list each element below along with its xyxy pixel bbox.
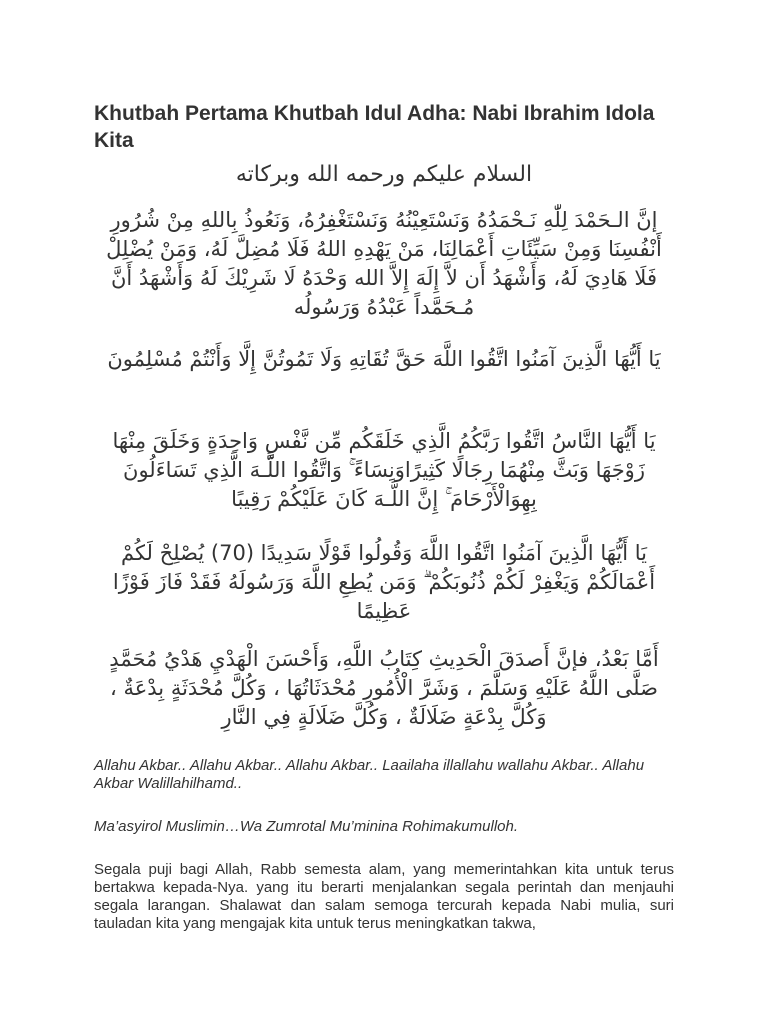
document-title: Khutbah Pertama Khutbah Idul Adha: Nabi Ibrahim Idola Kita (94, 102, 655, 152)
arabic-opening-praise: إنَّ الـحَمْدَ لِلّٰهِ نَـحْمَدُهُ وَنَسْتَعِيْنُهُ وَنَسْتَغْفِرُهُ، وَنَعُوذُ بِاللهِ مِنْ شُرُورِ أَنْفُسِنَا وَمِنْ سَيِّئَاتِ أَعْمَالِنَا، مَنْ يَهْدِهِ اللهُ فَلَا مُضِلَّ لَهُ، وَمَنْ يُضْلِلْ فَلَا هَادِيَ لَهُ، وَأَشْهَدُ أَن لاَّ إِلَهَ إِلاَّ الله وَحْدَهُ لَا شَرِيْكَ لَهُ وَأَشْهَدُ أَنَّ مُـحَمَّداً عَبْدُهُ وَرَسُولُه (106, 208, 662, 319)
takbir-text: Allahu Akbar.. Allahu Akbar.. Allahu Akbar.. Laailaha illallahu wallahu Akbar.. Allahu Akbar Walillahilhamd.. (94, 757, 645, 792)
arabic-verse-an-nisa: يَا أَيُّهَا النَّاسُ اتَّقُوا رَبَّكُمُ الَّذِي خَلَقَكُم مِّن نَّفْسٍ وَاحِدَةٍ وَخَلَقَ مِنْهَا زَوْجَهَا وَبَثَّ مِنْهُمَا رِجَالًا كَثِيرًاوَنِسَاءً ۚ وَاتَّقُوا اللَّـهَ الَّذِي تَسَاءَلُونَ بِهِوَالْأَرْحَامَ ۚ إِنَّ اللَّـهَ كَانَ عَلَيْكُمْ رَقِيبًا (112, 429, 656, 511)
greeting-text: Ma’asyirol Muslimin…Wa Zumrotal Mu’minina Rohimakumulloh. (94, 818, 519, 835)
arabic-amma-badu: أَمَّا بَعْدُ، فإنَّ أَصدَقَ الْحَدِيثِ كِتَابُ اللَّهِ، وَأَحْسَنَ الْهَدْيِ هَدْيُ مُحَمَّدٍ صَلَّى اللَّهُ عَلَيْهِ وَسَلَّمَ ، وَشَرَّ الْأُمُورِ مُحْدَثَاتُهَا ، وَكُلَّ مُحْدَثَةٍ بِدْعَةٌ ، وَكُلَّ بِدْعَةٍ ضَلَالَةٌ ، وَكُلَّ ضَلَالَةٍ فِي النَّارِ (109, 647, 659, 729)
arabic-verse-al-ahzab: يَا أَيُّهَا الَّذِينَ آمَنُوا اتَّقُوا اللَّهَ وَقُولُوا قَوْلًا سَدِيدًا (70) يُصْلِحْ لَكُمْ أَعْمَالَكُمْ وَيَغْفِرْ لَكُمْ ذُنُوبَكُمْ ۗ وَمَن يُطِعِ اللَّهَ وَرَسُولَهُ فَقَدْ فَازَ فَوْزًا عَظِيمًا (112, 541, 656, 623)
salam-greeting: السلام عليكم ورحمه الله وبركاته (235, 162, 533, 187)
body-paragraph: Segala puji bagi Allah, Rabb semesta alam, yang memerintahkan kita untuk terus bertakwa kepada-Nya. yang itu berarti menjalankan segala perintah dan menjauhi segala larangan. Shalawat dan salam semoga tercurah kepada Nabi mulia, suri tauladan kita yang mengajak kita untuk terus meningkatkan takwa, (94, 861, 674, 932)
arabic-verse-ali-imran: يَا أَيُّهَا الَّذِينَ آمَنُوا اتَّقُوا اللَّهَ حَقَّ تُقَاتِهِ وَلَا تَمُوتُنَّ إِلَّا وَأَنْتُمْ مُسْلِمُونَ (107, 347, 661, 371)
